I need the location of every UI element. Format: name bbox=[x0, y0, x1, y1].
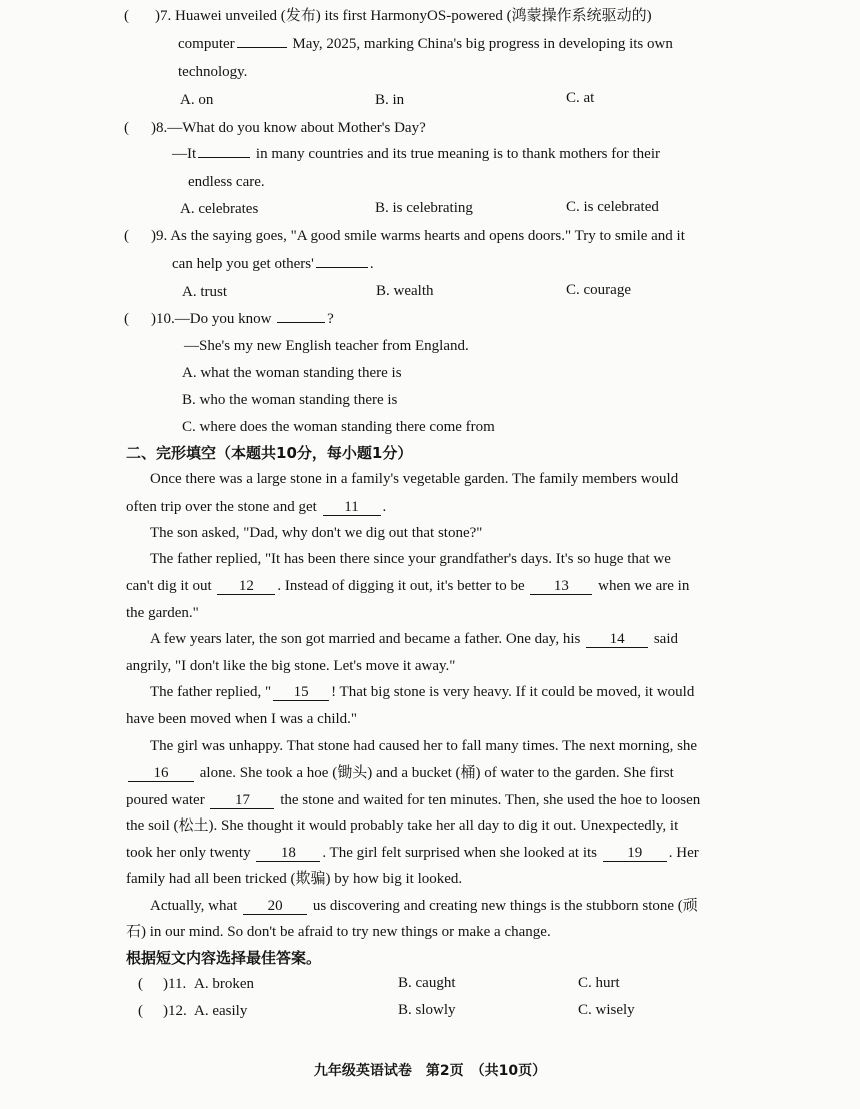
question-7-line-1 bbox=[124, 6, 652, 26]
passage-line: The son asked, "Dad, why don't we dig out that stone?" bbox=[150, 525, 483, 541]
passage-line: the garden." bbox=[126, 605, 199, 621]
passage-line: 石) in our mind. So don't be afraid to try new things or make a change. bbox=[126, 924, 551, 940]
answer-blank bbox=[237, 47, 287, 48]
option-c[interactable]: C. courage bbox=[566, 282, 631, 298]
question-9-line-1: ( )9. As the saying goes, "A good smile warms hearts and opens doors." Try to smile and it bbox=[124, 228, 685, 244]
option-c[interactable]: C. where does the woman standing there come from bbox=[182, 419, 495, 435]
passage-line: often trip over the stone and get 11 . bbox=[126, 499, 387, 515]
option-a[interactable]: A. celebrates bbox=[180, 201, 259, 217]
option-a[interactable]: A. broken bbox=[194, 976, 254, 992]
option-c[interactable]: C. wisely bbox=[578, 1002, 635, 1018]
option-b[interactable]: B. caught bbox=[398, 975, 456, 991]
question-8-line-3: endless care. bbox=[188, 174, 265, 190]
section-heading: 二、完形填空（本题共10分，每小题1分） bbox=[126, 444, 413, 462]
question-7-line-2: computer May, 2025, marking China's big progress in developing its own bbox=[178, 36, 673, 52]
page-footer: 九年级英语试卷 第2页 （共10页） bbox=[313, 1063, 547, 1079]
passage-line: Once there was a large stone in a family's vegetable garden. The family members would bbox=[150, 471, 679, 487]
option-c[interactable]: C. hurt bbox=[578, 975, 620, 991]
passage-line: the soil (松土). She thought it would probably take her all day to dig it out. Unexpectedly, it bbox=[126, 818, 679, 834]
cloze-blank-14: 14 bbox=[586, 631, 648, 648]
option-c[interactable]: C. at bbox=[566, 90, 595, 106]
passage-line: poured water 17 the stone and waited for ten minutes. Then, she used the hoe to loosen bbox=[126, 792, 701, 808]
passage-line: can't dig it out 12 . Instead of digging it out, it's better to be 13 when we are in bbox=[126, 578, 690, 594]
cloze-blank-20: 20 bbox=[243, 898, 307, 915]
question-9-line-2: can help you get others' . bbox=[172, 256, 374, 272]
cloze-blank-12: 12 bbox=[217, 578, 275, 595]
cloze-blank-11: 11 bbox=[323, 499, 381, 516]
question-11: ( )11. bbox=[138, 976, 187, 992]
answer-blank bbox=[198, 157, 250, 158]
question-8-line-2: —It in many countries and its true meaning is to thank mothers for their bbox=[172, 146, 660, 162]
question-12: ( )12. bbox=[138, 1003, 187, 1019]
passage-line: Actually, what 20 us discovering and creating new things is the stubborn stone (顽 bbox=[150, 898, 698, 914]
question-7-line-3: technology. bbox=[178, 64, 248, 80]
answer-blank bbox=[277, 322, 325, 323]
passage-line: A few years later, the son got married and became a father. One day, his 14 said bbox=[150, 631, 679, 647]
answer-blank bbox=[316, 267, 368, 268]
cloze-blank-13: 13 bbox=[530, 578, 592, 595]
cloze-blank-17: 17 bbox=[210, 792, 274, 809]
option-a[interactable]: A. easily bbox=[194, 1003, 248, 1019]
cloze-blank-15: 15 bbox=[273, 684, 329, 701]
option-b[interactable]: B. wealth bbox=[376, 283, 434, 299]
passage-line: took her only twenty 18 . The girl felt surprised when she looked at its 19 . Her bbox=[126, 845, 699, 861]
option-b[interactable]: B. slowly bbox=[398, 1002, 456, 1018]
question-number: )7. bbox=[155, 8, 172, 24]
cloze-blank-16: 16 bbox=[128, 765, 194, 782]
option-a[interactable]: A. on bbox=[180, 92, 214, 108]
question-8-line-1: ( )8.—What do you know about Mother's Day? bbox=[124, 120, 426, 136]
question-10-line-2: —She's my new English teacher from England. bbox=[184, 338, 469, 354]
option-a[interactable]: A. what the woman standing there is bbox=[182, 365, 402, 381]
option-b[interactable]: B. in bbox=[375, 92, 405, 108]
cloze-blank-18: 18 bbox=[256, 845, 320, 862]
passage-line: The father replied, " 15 ! That big stone is very heavy. If it could be moved, it would bbox=[150, 684, 695, 700]
passage-line: family had all been tricked (欺骗) by how big it looked. bbox=[126, 871, 463, 887]
question-10-line-1: ( )10.—Do you know ? bbox=[124, 311, 334, 327]
cloze-blank-19: 19 bbox=[603, 845, 667, 862]
question-text: Huawei unveiled (发布) its first HarmonyOS-powered (鸿蒙操作系统驱动的) bbox=[175, 8, 652, 24]
option-c[interactable]: C. is celebrated bbox=[566, 199, 659, 215]
passage-line: 16 alone. She took a hoe (锄头) and a bucket (桶) of water to the garden. She first bbox=[126, 763, 674, 783]
option-b[interactable]: B. who the woman standing there is bbox=[182, 392, 398, 408]
option-b[interactable]: B. is celebrating bbox=[375, 200, 473, 216]
instruction: 根据短文内容选择最佳答案。 bbox=[126, 949, 322, 967]
option-a[interactable]: A. trust bbox=[182, 284, 227, 300]
passage-line: angrily, "I don't like the big stone. Let's move it away." bbox=[126, 658, 456, 674]
passage-line: The father replied, "It has been there since your grandfather's days. It's so huge that we bbox=[150, 551, 671, 567]
passage-line: The girl was unhappy. That stone had caused her to fall many times. The next morning, she bbox=[150, 738, 698, 754]
passage-line: have been moved when I was a child." bbox=[126, 711, 358, 727]
answer-bracket: ( bbox=[124, 8, 129, 24]
